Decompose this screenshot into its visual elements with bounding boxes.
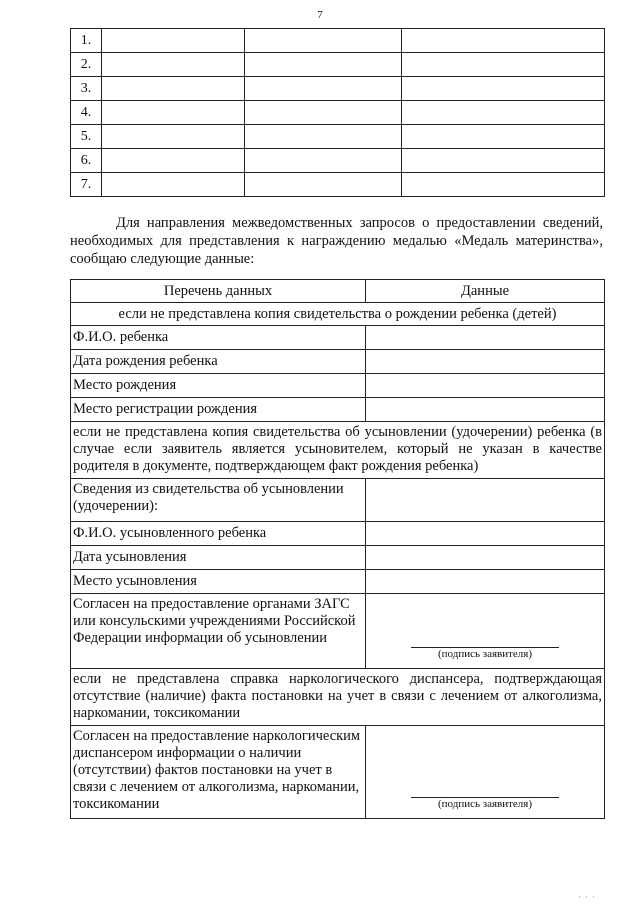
header-data: Данные xyxy=(366,280,605,303)
field-value[interactable] xyxy=(366,326,605,350)
numbered-row xyxy=(71,53,605,77)
cell[interactable] xyxy=(102,29,245,53)
signature-label: (подпись заявителя) xyxy=(437,648,533,660)
cell[interactable] xyxy=(402,77,605,101)
intro-paragraph xyxy=(70,214,603,268)
row-number: 7. xyxy=(71,173,102,197)
field-value[interactable] xyxy=(366,570,605,594)
signature-label: (подпись заявителя) xyxy=(437,798,533,810)
row-number: 3. xyxy=(71,77,102,101)
cell[interactable] xyxy=(402,29,605,53)
consent-zags-row xyxy=(71,594,605,669)
cell[interactable] xyxy=(102,173,245,197)
cell[interactable] xyxy=(102,77,245,101)
cell[interactable] xyxy=(245,53,402,77)
field-value[interactable] xyxy=(366,398,605,422)
numbered-row xyxy=(71,149,605,173)
cell[interactable] xyxy=(102,125,245,149)
cell[interactable] xyxy=(245,29,402,53)
section-adoption-condition: если не представлена копия свидетельства об усыновлении (удочерении) ребенка (в случае если заявитель является усыновителем, который не указан в качестве родителя в документе, подтверждающем факт рождения ребенка) xyxy=(71,422,605,479)
cell[interactable] xyxy=(245,125,402,149)
table-row xyxy=(71,546,605,570)
field-label: Место регистрации рождения xyxy=(71,398,366,422)
section-adoption-row xyxy=(71,422,605,479)
consent-narco-row xyxy=(71,726,605,819)
table-row xyxy=(71,326,605,350)
signature-field[interactable] xyxy=(366,594,605,669)
section-narco-condition: если не представлена справка наркологического диспансера, подтверждающая отсутствие (наличие) факта постановки на учет в связи с лечением от алкоголизма, наркомании, токсикомании xyxy=(71,669,605,726)
section-birth-condition: если не представлена копия свидетельства о рождении ребенка (детей) xyxy=(71,303,605,326)
adoption-info-label: Сведения из свидетельства об усыновлении (удочерении): xyxy=(71,479,366,522)
numbered-row xyxy=(71,125,605,149)
field-value[interactable] xyxy=(366,522,605,546)
numbered-row xyxy=(71,101,605,125)
numbered-table xyxy=(70,28,605,197)
cell[interactable] xyxy=(245,149,402,173)
field-value[interactable] xyxy=(366,350,605,374)
cell[interactable] xyxy=(102,53,245,77)
cell[interactable] xyxy=(402,149,605,173)
field-label: Дата усыновления xyxy=(71,546,366,570)
section-birth-row xyxy=(71,303,605,326)
numbered-row xyxy=(71,77,605,101)
field-label: Ф.И.О. ребенка xyxy=(71,326,366,350)
cell[interactable] xyxy=(245,101,402,125)
field-label: Место рождения xyxy=(71,374,366,398)
field-label: Ф.И.О. усыновленного ребенка xyxy=(71,522,366,546)
cell[interactable] xyxy=(402,173,605,197)
cell[interactable] xyxy=(102,101,245,125)
cell[interactable] xyxy=(402,125,605,149)
row-number: 5. xyxy=(71,125,102,149)
field-label: Место усыновления xyxy=(71,570,366,594)
table-row xyxy=(71,479,605,522)
cell[interactable] xyxy=(402,53,605,77)
table-row xyxy=(71,398,605,422)
consent-narco-text: Согласен на предоставление наркологическим диспансером информации о наличии (отсутствии) фактов постановки на учет в связи с лечением от алкоголизма, наркомании, токсикомании xyxy=(71,726,366,819)
cell[interactable] xyxy=(245,173,402,197)
data-table xyxy=(70,279,605,819)
cell[interactable] xyxy=(102,149,245,173)
header-list-of-data: Перечень данных xyxy=(71,280,366,303)
header-row xyxy=(71,280,605,303)
cell[interactable] xyxy=(245,77,402,101)
field-label: Дата рождения ребенка xyxy=(71,350,366,374)
table-row xyxy=(71,570,605,594)
row-number: 1. xyxy=(71,29,102,53)
page-number: 7 xyxy=(317,9,323,21)
table-row xyxy=(71,374,605,398)
cell[interactable] xyxy=(402,101,605,125)
numbered-row xyxy=(71,173,605,197)
row-number: 6. xyxy=(71,149,102,173)
table-row xyxy=(71,350,605,374)
field-value[interactable] xyxy=(366,479,605,522)
intro-text: Для направления межведомственных запросов о предоставлении сведений, необходимых для представления к награждению медалью «Медаль материнства», сообщаю следующие данные: xyxy=(70,215,603,267)
field-value[interactable] xyxy=(366,374,605,398)
section-narco-row xyxy=(71,669,605,726)
scan-mark: ' ' ' xyxy=(578,895,596,903)
consent-zags-text: Согласен на предоставление органами ЗАГС или консульскими учреждениями Российской Федерации информации об усыновлении xyxy=(71,594,366,669)
table-row xyxy=(71,522,605,546)
row-number: 4. xyxy=(71,101,102,125)
numbered-row xyxy=(71,29,605,53)
field-value[interactable] xyxy=(366,546,605,570)
row-number: 2. xyxy=(71,53,102,77)
signature-field[interactable] xyxy=(366,726,605,819)
